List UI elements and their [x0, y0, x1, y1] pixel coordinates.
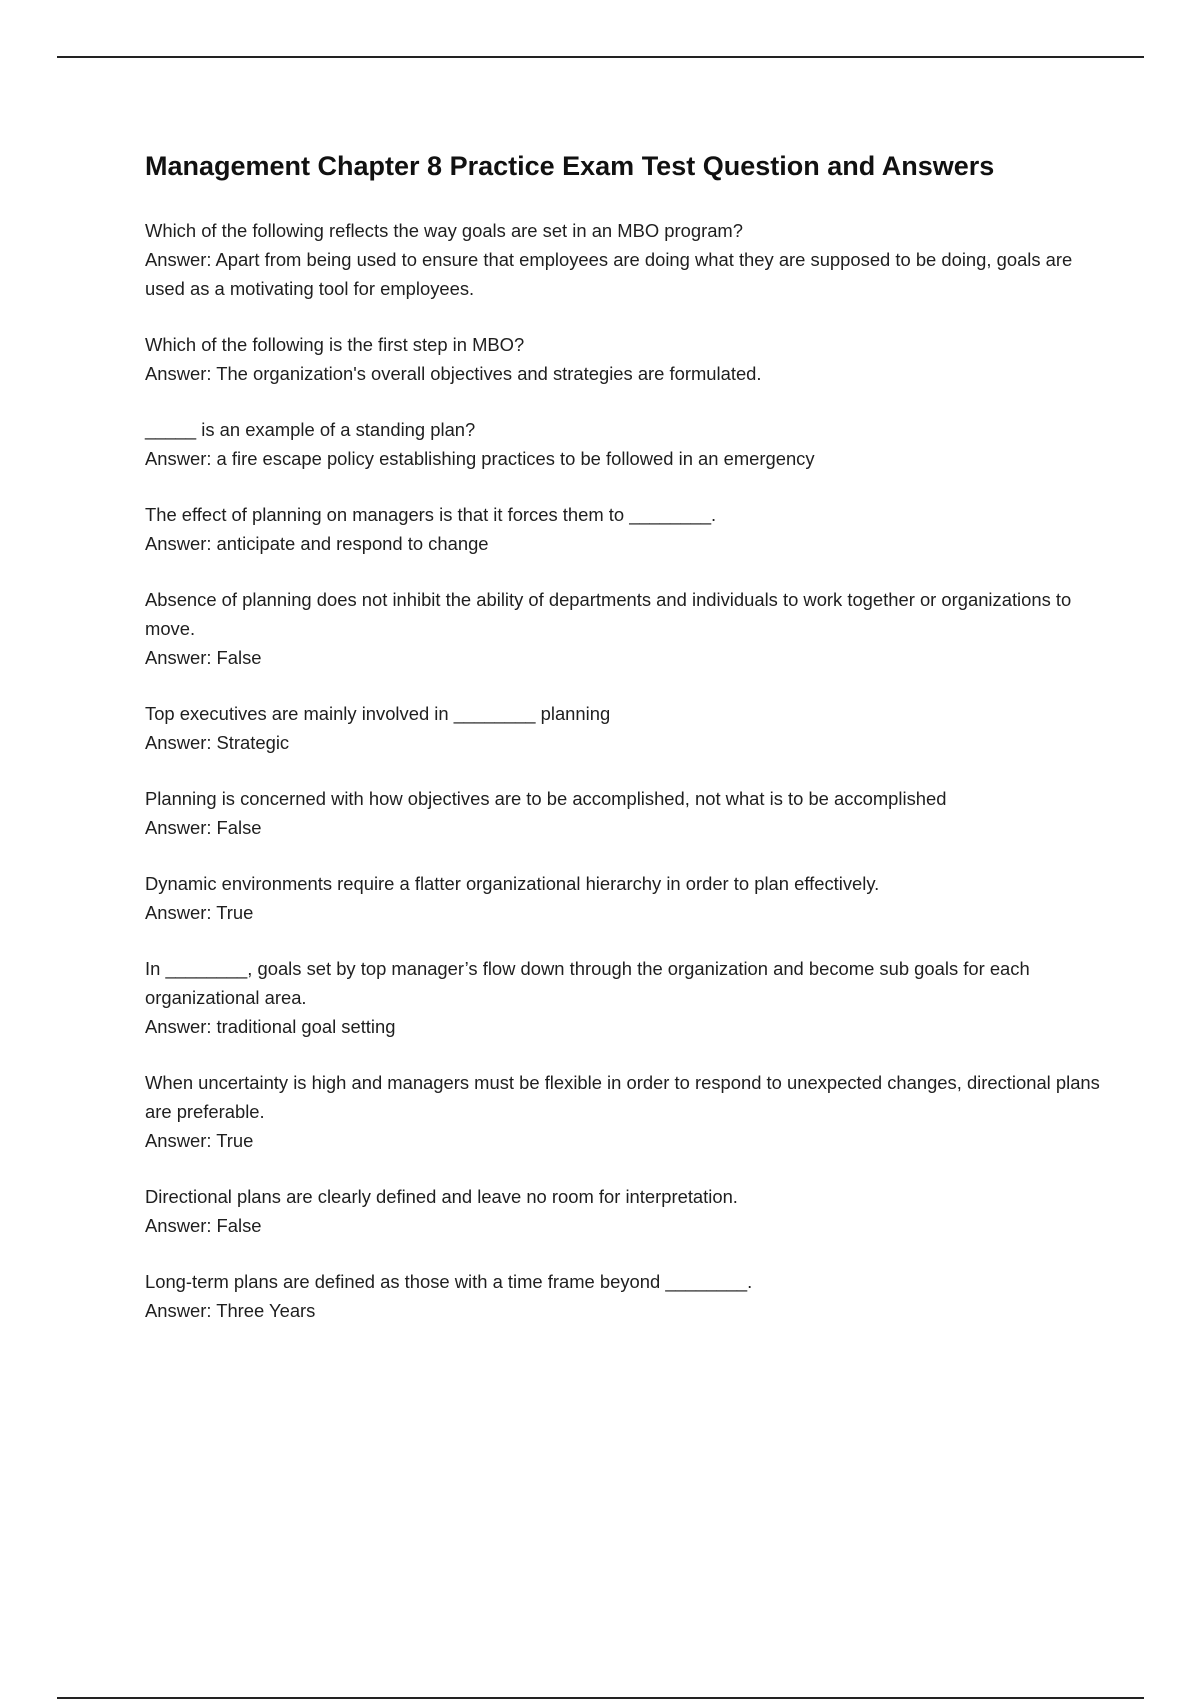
question-text: Directional plans are clearly defined and leave no room for interpretation.	[145, 1186, 738, 1207]
answer-text: Answer: Strategic	[145, 732, 290, 753]
question-text: _____ is an example of a standing plan?	[145, 419, 476, 440]
question-text: Planning is concerned with how objectives are to be accomplished, not what is to be accomplished	[145, 788, 947, 809]
question-text: Which of the following is the first step in MBO?	[145, 334, 525, 355]
top-rule	[57, 56, 1144, 58]
answer-text: Answer: False	[145, 647, 262, 668]
qa-item	[145, 954, 1105, 1041]
bottom-rule	[57, 1697, 1144, 1699]
qa-item	[145, 216, 1105, 303]
qa-item	[145, 1267, 1105, 1325]
answer-text: Answer: anticipate and respond to change	[145, 533, 489, 554]
question-text: The effect of planning on managers is that it forces them to ________.	[145, 504, 717, 525]
qa-item	[145, 500, 1105, 558]
qa-item	[145, 1068, 1105, 1155]
question-text: Dynamic environments require a flatter organizational hierarchy in order to plan effectively.	[145, 873, 880, 894]
question-text: Absence of planning does not inhibit the ability of departments and individuals to work together or organizations to move.	[145, 589, 1072, 639]
qa-item	[145, 585, 1105, 672]
answer-text: Answer: True	[145, 1130, 254, 1151]
qa-item	[145, 1182, 1105, 1240]
answer-text: Answer: a fire escape policy establishing practices to be followed in an emergency	[145, 448, 815, 469]
question-text: When uncertainty is high and managers must be flexible in order to respond to unexpected changes, directional plans are preferable.	[145, 1072, 1100, 1122]
qa-item	[145, 330, 1105, 388]
question-text: Which of the following reflects the way goals are set in an MBO program?	[145, 220, 743, 241]
question-text: Top executives are mainly involved in ________ planning	[145, 703, 611, 724]
answer-text: Answer: False	[145, 817, 262, 838]
question-text: Long-term plans are defined as those with a time frame beyond ________.	[145, 1271, 753, 1292]
document-title: Management Chapter 8 Practice Exam Test Question and Answers	[145, 151, 995, 181]
qa-item	[145, 784, 1105, 842]
answer-text: Answer: True	[145, 902, 254, 923]
qa-list	[145, 216, 1105, 1325]
qa-item	[145, 415, 1105, 473]
answer-text: Answer: Three Years	[145, 1300, 316, 1321]
answer-text: Answer: Apart from being used to ensure that employees are doing what they are supposed to be doing, goals are used as a motivating tool for employees.	[145, 249, 1073, 299]
question-text: In ________, goals set by top manager’s flow down through the organization and become sub goals for each organizational area.	[145, 958, 1030, 1008]
answer-text: Answer: The organization's overall objectives and strategies are formulated.	[145, 363, 762, 384]
qa-item	[145, 699, 1105, 757]
document-body	[145, 146, 1105, 1352]
answer-text: Answer: traditional goal setting	[145, 1016, 396, 1037]
answer-text: Answer: False	[145, 1215, 262, 1236]
qa-item	[145, 869, 1105, 927]
